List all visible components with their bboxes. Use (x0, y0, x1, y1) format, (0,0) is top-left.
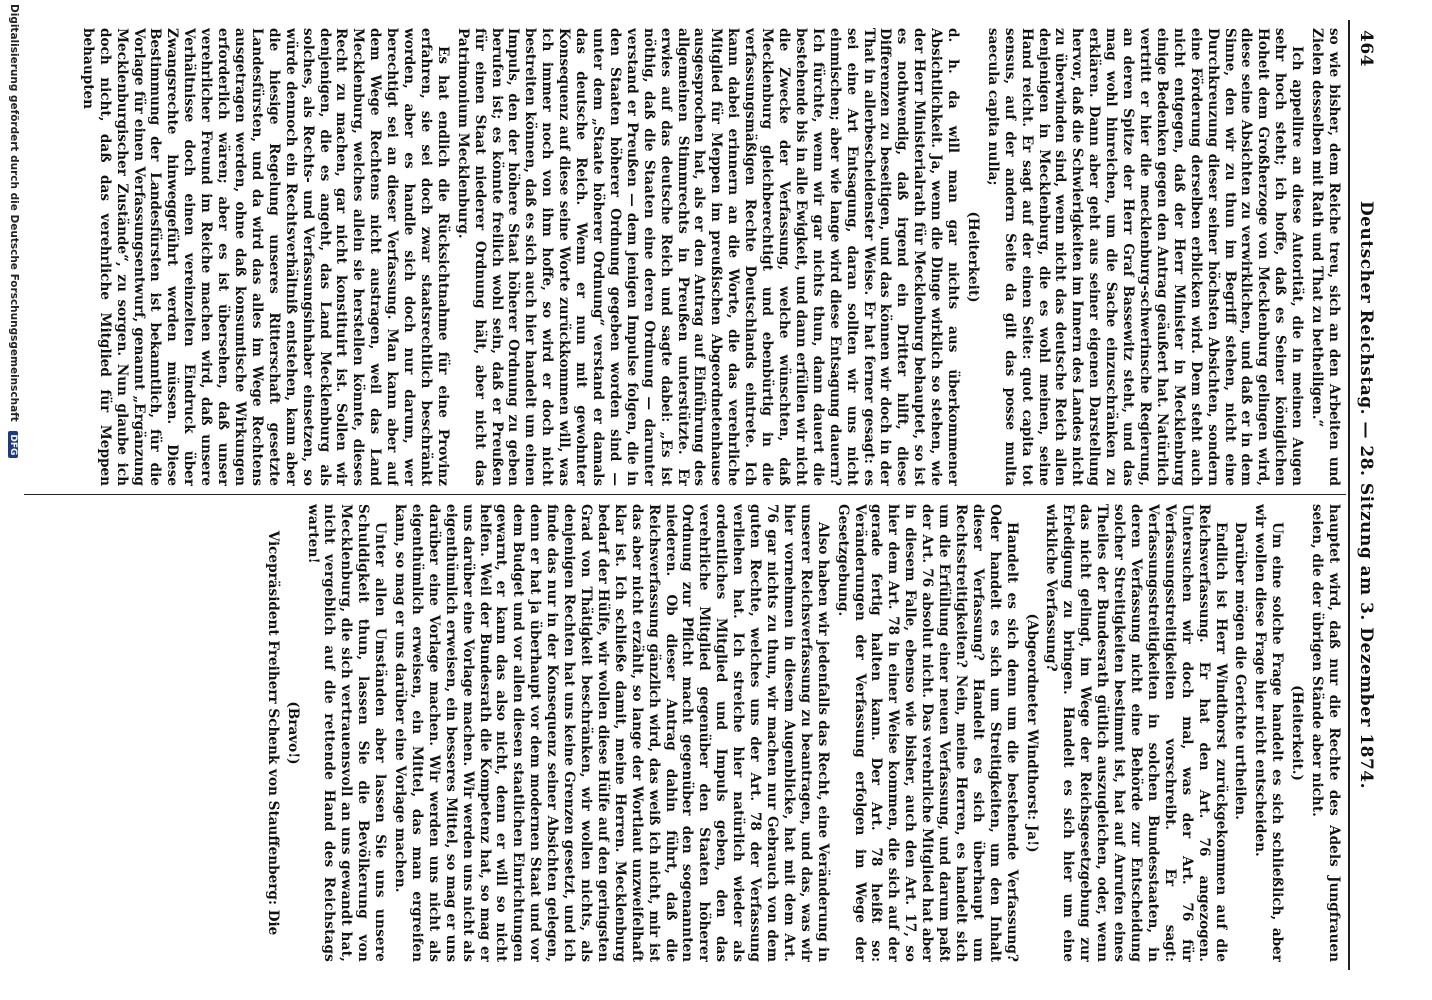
paragraph: d. h. da will man gar nichts aus überkommener Absichtlichkeit. Ja, wenn die Dinge wirklich so stehen, wie der Herr Ministerialrath für Mecklenburg behauptet, so ist es nothwendig, daß irgend ein Dritter hilft, diese Differenzen zu beseitigen, und das können wir doch in der That in allerbescheidenster Weise. Er hat ferner gesagt: es sei eine Art Entsagung, daran sollten wir uns nicht einmischen; aber wie lange wird diese Entsagung dauern? Ich fürchte, wenn wir gar nichts thun, dann dauert die bestehende bis in alle Ewigkeit, und dann erfüllen wir nicht die Zwecke der Verfassung, welche wünschten, daß Mecklenburg gleichberechtigt und ebenbürtig in die verfassungsmäßigen Rechte Deutschlands eintrete. Ich kann dabei erinnern an die Worte, die das verehrliche Mitglied für Meppen im preußischen Abgeordnetenhause ausgesprochen hat, als er den Antrag auf Einführung des allgemeinen Stimmrechts in Preußen unterstützte. Er erwies auf das deutsche Reich und sagte dabei: „Es ist nöthig, daß die Staaten eine deren Ordnung — darunter verstand er Preußen — dem jenigen Impulse folgen, die in den Staaten höherer Ordnung gegeben worden sind — unter dem „Staate höherer Ordnung“ verstand er damals das deutsche Reich. Wenn er nun mit gewohnter Konsequenz auf diese seine Worte zurückkommen will, was ich immer noch von ihm hoffe, so wird er doch nicht bestreiten können, daß es sich auch hier handelt um einen Impuls, den der höhere Staat höherer Ordnung zu geben berufen ist; es könnte freilich wohl sein, daß er Preußen für einen Staat niederer Ordnung hält, aber nicht das Patrimonium Mecklenburg. (454, 28, 962, 486)
header-rule (1348, 20, 1350, 970)
paragraph: Es hat endlich die Rücksichtnahme für eine Provinz erfahren, sie sei doch zwar staatsrechtlich beschränkt worden, aber es handle sich doch nur darum, wer berechtigt sei an dieser Verfassung. Man kann aber auf dem Wege Rechtens nicht austragen, weil das Land Mecklenburg, welches allein sie herstellen könnte, dieses Recht zu machen, gar nicht konstituirt ist. Sollen wir denjenigen, die es angeht, das Land Mecklenburg als solches, als Rechts- und Verfassungsinhaber einsetzen, so würde dennoch ein Rechtsverhältniß entstehen, kann aber die hiesige Regelung unseres Ritterschaft gesetzte Landesfürsten, und da wird das alles im Wege Rechtens ausgetragen werden, ohne daß konsumtische Wirkungen erforderlich wären; aber es ist übersehen, daß unser verehrlicher Freund im Reiche machen wird, daß unsere Verhältnisse doch einen vereinzelten Eindruck über Zwangsrechte hinweggeführt werden müssen. Diese Bestimmung der Landesfürsten ist bekanntlich, für die Vorlage für einen Verfassungsentwurf, genannt „Ergänzung Mecklenburgischer Zustände“, zu sorgen. Nun glaube ich doch nicht, daß das verehrliche Mitglied für Meppen behaupten (79, 28, 451, 486)
column-divider (24, 494, 1346, 495)
interjection: (Heiterkeit) (964, 211, 981, 303)
paragraph: Handelt es sich denn um die bestehende Verfassung? Oder handelt es sich um Streitigkeiten, um den Inhalt dieser Verfassung? Handelt es sich überhaupt um Rechtsstreitigkeiten? Nein, meine Herren, es handelt sich um die Erfüllung einer neuen Verfassung, und darum paßt der Art. 76 absolut nicht. Das verehrliche Mitglied hat aber in diesem Falle, ebenso wie bisher, auch den Art. 17, so hier dem Art. 78 in einer Weise kommen, die sich auf der gerade fertig halten kann. Der Art. 78 heißt so: Veränderungen der Verfassung erfolgen im Wege der Gesetzgebung. (834, 504, 1020, 962)
dfg-logo: DFG (8, 431, 18, 458)
interjection: (Bravo!) (284, 701, 301, 765)
left-column (28, 28, 1342, 486)
page-title: Deutscher Reichstag. — 28. Sitzung am 3. Dezember 1874. (1356, 200, 1376, 790)
paragraph: Endlich ist Herr Windthorst zurückgekommen auf die Reichsverfassung. Er hat den Art. 76 angezogen. Untersuchen wir doch mal, was der Art. 76 für Verfassungsstreitigkeiten vorschreibt. Er sagt: Verfassungsstreitigkeiten in solchen Bundesstaaten, in deren Verfassung nicht eine Behörde zur Entscheidung solcher Streitigkeiten bestimmt ist, hat auf Anrufen eines Theiles der Bundesrath gütlich auszugleichen, oder, wenn das nicht gelingt, im Wege der Reichsgesetzgebung zur Erledigung zu bringen. Handelt es sich hier um eine wirkliche Verfassung? (1043, 504, 1229, 962)
interjection: (Abgeordneter Windthorst: Ja!) (1023, 613, 1040, 853)
digitization-note (2, 4, 20, 458)
paragraph: hauptet wird, daß nur die Rechte des Adels Jungfrauen seien, die der übrigen Stände aber nicht. (1309, 504, 1342, 962)
newspaper-sheet (14, 20, 1394, 970)
digitization-note-text: Digitalisierung gefördert durch die Deutsche Forschungsgemeinschaft (8, 4, 20, 422)
speaker-line: Vicepräsident Freiherr Schenk von Stauffenberg: Die (264, 530, 281, 936)
page-header (1354, 20, 1376, 970)
paragraph: Darüber mögen die Gerichte urtheilen. (1232, 522, 1249, 820)
paragraph: Also haben wir jedenfalls das Recht, eine Veränderung in unserer Reichsverfassung zu beantragen, und das, was wir hier vornehmen in diesem Augenblicke, hat mit dem Art. 76 gar nichts zu thun, wir machen nur Gebrauch von dem guten Rechte, welches uns der Art. 78 der Verfassung verliehen hat. Ich streiche hier natürlich wieder als ordentliches Mitglied und Impuls geben, den das verehrliche Mitglied gegenüber den Staaten höherer Ordnung zur Pflicht macht gegenüber den sogenannten niederen. Ob dieser Antrag dahin führt, daß die Reichsverfassung gänzlich wird, das weiß ich nicht, mir ist das aber nicht erzählt, so lange der Wortlaut unzweifelhaft klar ist. Ich schließe damit, meine Herren. Mecklenburg bedarf der Hülfe, wir wollen diese Hülfe auf den geringsten Grad von Thätigkeit beschränken, wir wollen nichts, als denjenigen Rechten hat uns keine Grenzen gesetzt, und ich finde das nur in der Konsequenz seiner Absichten gelegen, denn er hat ja überhaupt vor dem modernen Staat und vor dem Budget und vor allen diesen staatlichen Einrichtungen gewarnt, er kann das also nicht, denn er will so nicht helfen. Weil der Bundesrath die Kompetenz hat, so mag er uns darüber eine Vorlage machen. Wir werden uns nicht als eigenthümlich erweisen, ein besseres Mittel, so mag er uns darüber eine Vorlage machen. Wir werden uns nicht als eigenthümlich erweisen, ein Mittel, das man ergreifen kann, so mag er uns darüber eine Vorlage machen. (392, 504, 831, 962)
page-number: 464 (1356, 30, 1376, 67)
paragraph: Unter allen Umständen aber lassen Sie uns unsere Schuldigkeit thun, lassen Sie die Bevölkerung von Mecklenburg, die sich vertrauensvoll an uns gewandt hat, nicht vergeblich auf die rettende Hand des Reichstags warten! (304, 504, 389, 962)
paragraph: Ich appellire an diese Autorität, die in meinen Augen sehr hoch steht; ich hoffe, daß es Seiner königlichen Hoheit dem Großherzoge von Mecklenburg gelingen wird, diese seine Absichten zu verwirklichen, und daß er in dem Sinne, den wir zu thun im Begriff stehen, nicht eine Durchkreuzung dieser seiner höchsten Absichten, sondern eine Förderung derselben erblicken wird. Dem steht auch nicht entgegen, daß der Herr Minister in Mecklenburg einige Bedenken gegen den Antrag geäußert hat. Natürlich vertritt er hier die mecklenburg-schwerinsche Regierung, an deren Spitze der Herr Graf Bassewitz steht, und das mag wohl hinreichen, um die Sache einzuschränken zu erklären. Dann aber geht aus seiner eigenen Darstellung hervor, daß die Schwierigkeiten im Innern des Landes nicht zu überwinden sind, wenn nicht das deutsche Reich allen denjenigen in Mecklenburg, die es wohl meinen, seine Hand reicht. Er sagt auf der einen Seite: quot capita tot sensus, auf der andern Seite da gilt das posse multa saecula capita nulla; (984, 28, 1306, 486)
paragraph: so wie bisher, dem Reiche treu, sich an den Arbeiten und Zielen desselben mit Rath und That zu betheiligen.“ (1309, 28, 1342, 486)
paragraph: Um eine solche Frage handelt es sich schließlich, aber wir wollen diese Frage hier nicht entscheiden. (1252, 504, 1286, 962)
right-column (28, 504, 1342, 962)
interjection: (Heiterkeit.) (1289, 685, 1306, 781)
